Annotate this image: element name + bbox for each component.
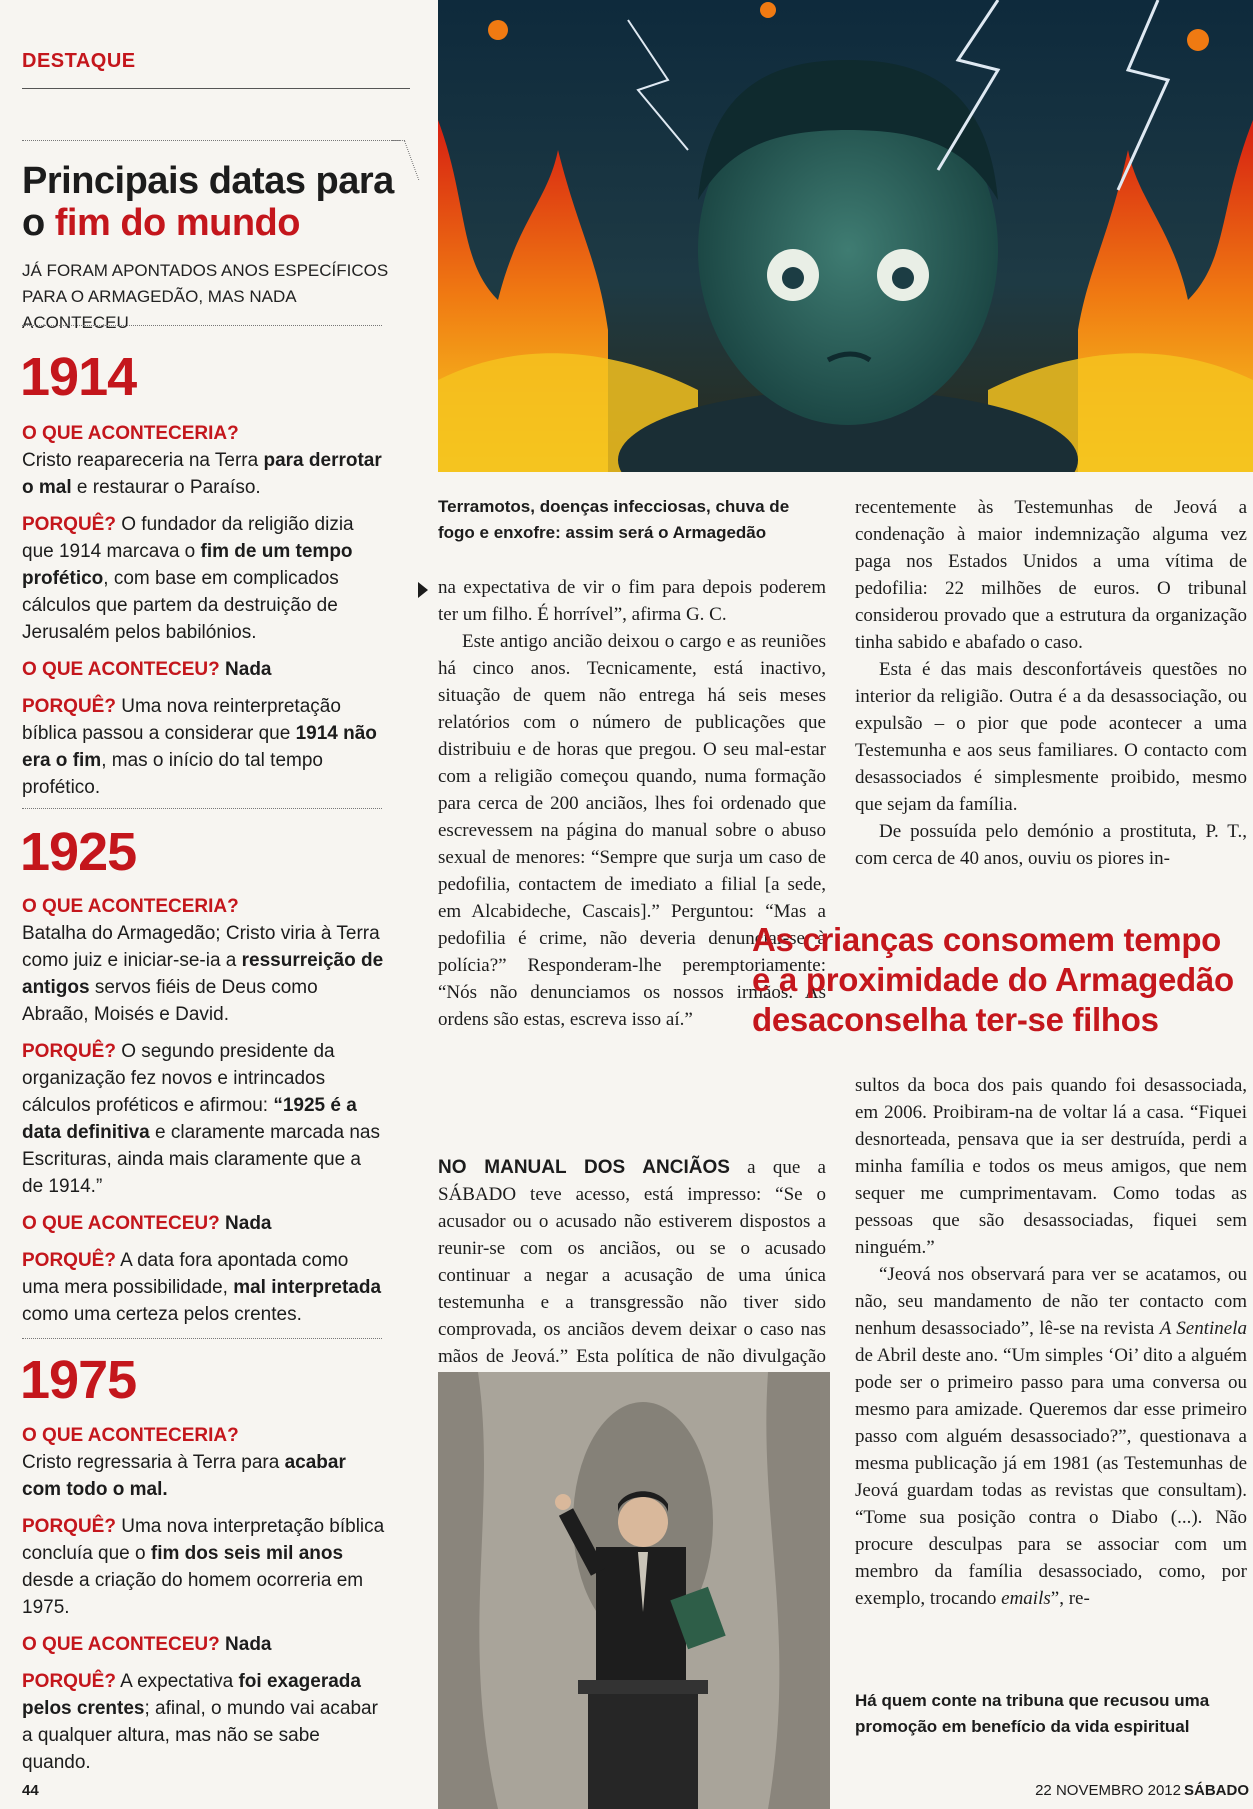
issue-date: 22 NOVEMBRO 2012 xyxy=(1035,1782,1181,1799)
sidebar-subtitle: JÁ FORAM APONTADOS ANOS ESPECÍFICOS PARA O ARMAGEDÃO, MAS NADA ACONTECEU xyxy=(22,261,389,332)
entry-text: O segundo presidente da organização fez novos e intrincados cálculos proféticos e afirmou: xyxy=(22,1041,335,1116)
section-rule xyxy=(22,88,410,89)
entry-label: O QUE ACONTECERIA? xyxy=(22,423,239,444)
entry-bold: para derrotar o mal xyxy=(22,450,382,498)
entry-label: O QUE ACONTECEU? xyxy=(22,1634,220,1655)
entry-text: como uma certeza pelos crentes. xyxy=(22,1304,302,1325)
italic-word: emails xyxy=(1001,1588,1051,1609)
entry-text: A data fora apontada como uma mera possibilidade, xyxy=(22,1250,349,1298)
right-paragraph: sultos da boca dos pais quando foi desassociada, em 2006. Proibiram-na de voltar lá a casa. “Fiquei desnorteada, pensava que ia ser destruída, perdi a minha família e todos os meus amigos, que nem sequer me cumprimentavam. Como todas as pessoas que são desassociadas, fiquei sem ninguém.” xyxy=(855,1075,1247,1258)
center-column-text-2 xyxy=(438,1154,826,1397)
entry-label: O QUE ACONTECERIA? xyxy=(22,896,239,917)
year-1975: 1975 xyxy=(20,1350,137,1410)
entry-bold: fim de um tempo profético xyxy=(22,541,353,589)
right-paragraph: Esta é das mais desconfortáveis questões no interior da religião. Outra é a da desassociação, ou expulsão – o pior que pode acontecer a uma Testemunha e aos seus familiares. O contacto com desassociados é simplesmente proibido, mesmo que sejam da família. xyxy=(855,659,1247,815)
entry-label: PORQUÊ? xyxy=(22,1041,116,1062)
right-column-text-2 xyxy=(855,1072,1247,1612)
entry-label: PORQUÊ? xyxy=(22,1250,116,1271)
sidebar-top-divider xyxy=(22,140,400,141)
entry-text: , com base em complicados cálculos que partem da destruição de Jerusalém pelos babilónios. xyxy=(22,568,339,643)
continuation-arrow-icon xyxy=(418,582,428,598)
center-paragraph: a que a SÁBADO teve acesso, está impresso: “Se o acusador ou o acusado não estiverem dispostos a reunir-se com os anciãos, ou se o acusado continuar a negar a acusação de uma única testemunha e a transgressão não tiver sido comprovada, os anciãos devem deixar o caso nas mãos de Jeová.” Esta política de não divulgação xyxy=(438,1157,826,1367)
entry-divider xyxy=(22,808,382,809)
section-label: DESTAQUE xyxy=(22,50,136,72)
continuation-arrow-icon-svg xyxy=(418,582,428,598)
entry-bold: “1925 é a data definitiva xyxy=(22,1095,357,1143)
right-paragraph: recentemente às Testemunhas de Jeová a condenação à maior indemnização alguma vez paga nos Estados Unidos a uma vítima de pedofilia: 22 milhões de euros. O tribunal considerou provado que a estrutura da organização tinha sabido e abafado o caso. xyxy=(855,497,1247,653)
illustration-caption: Terramotos, doenças infecciosas, chuva de fogo e enxofre: assim será o Armagedão xyxy=(438,497,790,542)
entry-1975 xyxy=(22,1422,387,1786)
entry-text: ; afinal, o mundo vai acabar a qualquer altura, mas não se sabe quando. xyxy=(22,1698,378,1773)
entry-label: O QUE ACONTECEU? xyxy=(22,659,220,680)
right-paragraph: ”, re- xyxy=(1050,1588,1090,1609)
brand-name: SÁBADO xyxy=(1183,1782,1249,1799)
preacher-illustration xyxy=(438,1372,830,1809)
entry-bold: Nada xyxy=(219,659,272,680)
entry-bold: acabar com todo o mal. xyxy=(22,1452,346,1500)
page-number: 44 xyxy=(22,1782,39,1799)
entry-label: PORQUÊ? xyxy=(22,514,116,535)
armageddon-illustration xyxy=(438,0,1253,472)
center-paragraph: na expectativa de vir o fim para depois poderem ter um filho. É horrível”, afirma G. C. xyxy=(438,577,826,625)
year-1925: 1925 xyxy=(20,822,137,882)
entry-bold: mal interpretada xyxy=(233,1277,382,1298)
entry-bold: ressurreição de antigos xyxy=(22,950,384,998)
entry-text: , mas o início do tal tempo profético. xyxy=(22,750,323,798)
entry-text: servos fiéis de Deus como Abraão, Moisés e David. xyxy=(22,977,318,1025)
year-1914: 1914 xyxy=(20,347,137,407)
pull-quote: As crianças consomem tempo e a proximidade do Armagedão desaconselha ter-se filhos xyxy=(752,921,1234,1038)
preacher-illustration-art xyxy=(438,1372,830,1809)
entry-text: Uma nova reinterpretação bíblica passou a considerar que xyxy=(22,696,341,744)
entry-1925 xyxy=(22,893,387,1338)
entry-text: e claramente marcada nas Escrituras, ainda mais claramente que a de 1914.” xyxy=(22,1122,380,1197)
entry-label: PORQUÊ? xyxy=(22,696,116,717)
center-paragraph: Este antigo ancião deixou o cargo e as reuniões há cinco anos. Tecnicamente, está inactivo, situação de quem não entrega há seis meses relatórios com o número de publicações que distribuiu e de horas que pregou. O seu mal-estar com a religião começou quando, numa formação para cerca de 200 anciãos, lhes foi ordenado que escrevessem na página do manual sobre o abuso sexual de menores: “Sempre que surja um caso de pedofilia, contactem de imediato a filial [a sede, em Alcabideche, Cascais].” Perguntou: “Mas a pedofilia é crime, não deveria denunciar-se à polícia?” Responderam-lhe peremptoriamente: “Nós não denunciamos os nossos irmãos. As ordens são estas, escreva isso aí.” xyxy=(438,631,826,1030)
entry-label: O QUE ACONTECERIA? xyxy=(22,1425,239,1446)
entry-bold: foi exagerada pelos crentes xyxy=(22,1671,361,1719)
right-paragraph: De possuída pelo demónio a prostituta, P. T., com cerca de 40 anos, ouviu os piores in- xyxy=(855,821,1247,869)
entry-1914 xyxy=(22,420,387,811)
right-column-text xyxy=(855,494,1247,872)
entry-text: Uma nova interpretação bíblica concluía que o xyxy=(22,1516,385,1564)
sidebar-title-accent: fim do mundo xyxy=(54,202,300,244)
preacher-caption: Há quem conte na tribuna que recusou uma promoção em benefício da vida espiritual xyxy=(855,1691,1210,1736)
entry-bold: Nada xyxy=(219,1634,272,1655)
sidebar-subtitle-divider xyxy=(22,325,382,326)
entry-label: PORQUÊ? xyxy=(22,1671,116,1692)
entry-label: PORQUÊ? xyxy=(22,1516,116,1537)
entry-text: Batalha do Armagedão; Cristo viria à Terra como juiz e iniciar-se-ia a xyxy=(22,923,380,971)
entry-bold: 1914 não era o fim xyxy=(22,723,377,771)
entry-divider xyxy=(22,1338,382,1339)
entry-bold: Nada xyxy=(219,1213,272,1234)
entry-label: O QUE ACONTECEU? xyxy=(22,1213,220,1234)
entry-bold: fim dos seis mil anos xyxy=(150,1543,344,1564)
magazine-name: A Sentinela xyxy=(1159,1318,1247,1339)
entry-text: desde a criação do homem ocorreria em 1975. xyxy=(22,1570,364,1618)
sidebar-title xyxy=(22,160,402,244)
right-paragraph: de Abril deste ano. “Um simples ‘Oi’ dito a alguém pode ser o primeiro passo para uma conversa ou mesmo para amizade. Queremos dar esse primeiro passo com alguém desassociado?”, questionava a mesma publicação já em 1981 (as Testemunhas de Jeová guardam todas as revistas que consultam). “Tome sua posição contra o Diabo (...). Não procure desculpas para se associar com um membro da família desassociado, como, por exemplo, trocando xyxy=(855,1345,1247,1609)
lead-in: NO MANUAL DOS ANCIÃOS xyxy=(438,1157,730,1178)
entry-text: e restaurar o Paraíso. xyxy=(71,477,261,498)
entry-text: O fundador da religião dizia que 1914 marcava o xyxy=(22,514,354,562)
entry-text: A expectativa xyxy=(115,1671,239,1692)
entry-text: Cristo regressaria à Terra para xyxy=(22,1452,285,1473)
sidebar-title-plain: Principais datas para o xyxy=(22,160,394,244)
entry-text: Cristo reapareceria na Terra xyxy=(22,450,264,471)
armageddon-illustration-art xyxy=(438,0,1253,472)
right-paragraph: “Jeová nos observará para ver se acatamos, ou não, seu mandamento de não ter contacto com nenhum desassociado”, lê-se na revista xyxy=(855,1264,1247,1339)
